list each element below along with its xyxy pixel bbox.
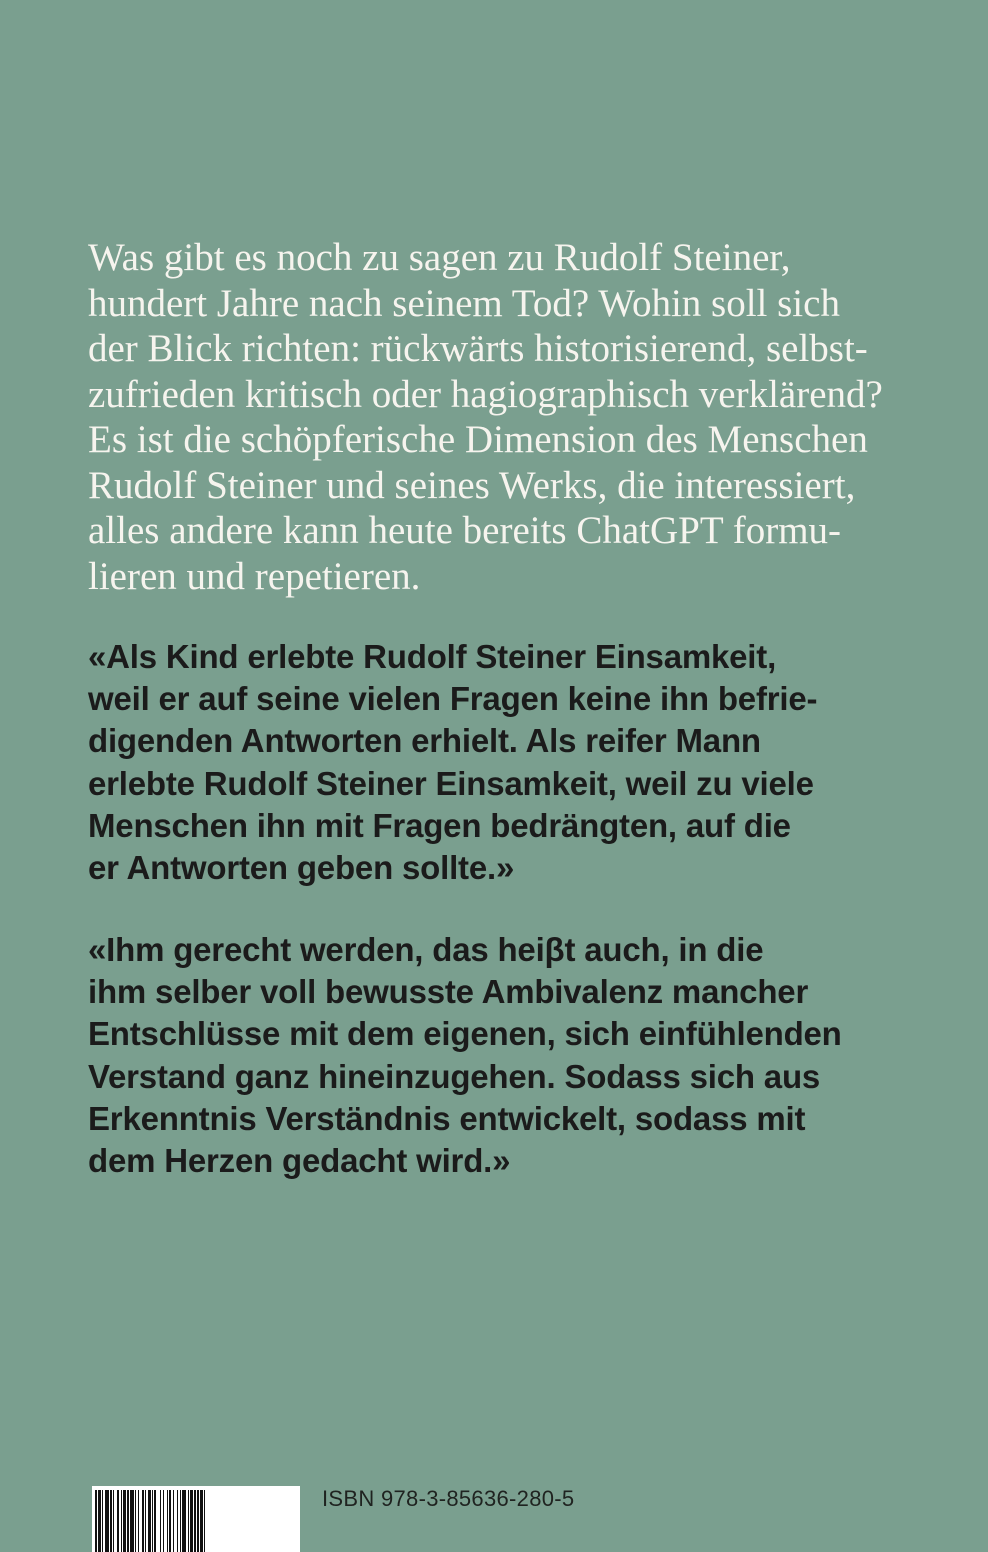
blurb-line: lieren und repetieren. — [88, 554, 421, 598]
quote-line: weil er auf seine vielen Fragen keine ihn befrie- — [88, 680, 818, 718]
barcode-image — [92, 1486, 300, 1552]
isbn-number: ISBN 978-3-85636-280-5 — [322, 1486, 575, 1511]
quote-line: dem Herzen gedacht wird.» — [88, 1142, 511, 1180]
quote-line: «Ihm gerecht werden, das heiβt auch, in die — [88, 931, 764, 968]
blurb-line: Rudolf Steiner und seines Werks, die interessiert, — [88, 463, 856, 507]
quote-line: Erkenntnis Verständnis entwickelt, sodass mit — [88, 1099, 806, 1137]
quote-line: «Als Kind erlebte Rudolf Steiner Einsamkeit, — [88, 638, 777, 675]
quote-line: er Antworten geben sollte.» — [88, 849, 515, 887]
blurb-line: alles andere kann heute bereits ChatGPT formu- — [88, 509, 842, 552]
quote-first — [88, 636, 948, 889]
quote-second — [88, 929, 948, 1182]
blurb-line: hundert Jahre nach seinem Tod? Wohin soll sich — [88, 281, 840, 325]
quote-line: Verstand ganz hineinzugehen. Sodass sich aus — [88, 1057, 821, 1095]
blurb-line: Was gibt es noch zu sagen zu Rudolf Steiner, — [88, 236, 791, 279]
quote-line: digenden Antworten erhielt. Als reifer Mann — [88, 722, 761, 760]
blurb-line: der Blick richten: rückwärts historisierend, selbst- — [88, 327, 868, 370]
quote-line: Menschen ihn mit Fragen bedrängten, auf die — [88, 806, 791, 844]
quote-line: Entschlüsse mit dem eigenen, sich einfühlenden — [88, 1015, 842, 1053]
blurb-line: Es ist die schöpferische Dimension des Menschen — [88, 418, 868, 461]
blurb-line: zufrieden kritisch oder hagiographisch verklärend? — [88, 372, 883, 416]
quote-line: ihm selber voll bewusste Ambivalenz mancher — [88, 973, 809, 1011]
blurb-paragraph — [88, 235, 928, 599]
quote-line: erlebte Rudolf Steiner Einsamkeit, weil zu viele — [88, 764, 814, 802]
